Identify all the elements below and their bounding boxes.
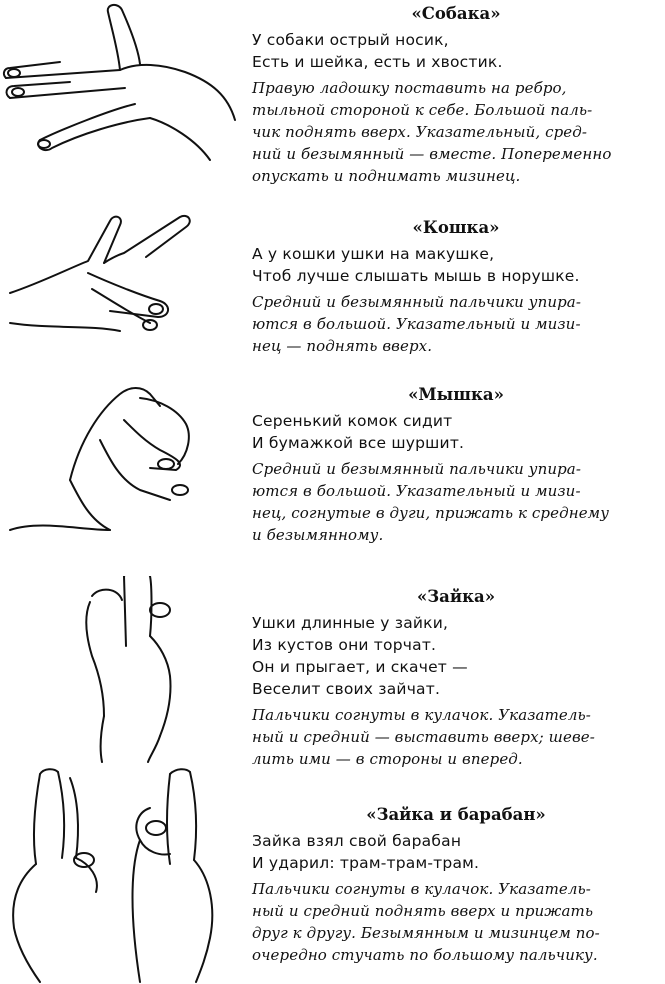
section-myshka bbox=[0, 380, 665, 570]
section-zayka bbox=[0, 576, 665, 766]
instructions: Средний и безымянный пальчики упира- ются в большой. Указательный и мизи- нец — поднять вверх. bbox=[252, 293, 582, 355]
verse: А у кошки ушки на макушке, Чтоб лучше слышать мышь в норушке. bbox=[252, 245, 580, 285]
cat-hand-illustration bbox=[0, 213, 250, 373]
instructions: Пальчики согнуты в кулачок. Указатель- ный и средний — выставить вверх; шеве- лить ими — в стороны и вперед. bbox=[252, 706, 595, 768]
section-title: «Зайка и барабан» bbox=[366, 805, 546, 824]
instructions: Правую ладошку поставить на ребро, тыльной стороной к себе. Большой паль- чик поднять вверх. Указательный, сред- ний и безымянный — вместе. Попеременно опускать и поднимать мизинец. bbox=[252, 79, 612, 185]
section-zayka-baraban bbox=[0, 768, 665, 984]
instructions: Средний и безымянный пальчики упира- ются в большой. Указательный и мизи- нец, согнутые в дуги, прижать к среднему и безымянному. bbox=[252, 460, 610, 544]
bunny-drum-hands-illustration bbox=[0, 768, 250, 984]
dog-hand-illustration bbox=[0, 0, 250, 200]
section-title: «Кошка» bbox=[412, 218, 500, 237]
section-title: «Зайка» bbox=[416, 587, 496, 606]
verse: Ушки длинные у зайки, Из кустов они торчат. Он и прыгает, и скачет — Веселит своих зайчат. bbox=[252, 614, 468, 698]
bunny-hand-illustration bbox=[0, 576, 250, 766]
verse: Зайка взял свой барабан И ударил: трам-трам-трам. bbox=[252, 832, 480, 872]
section-title: «Мышка» bbox=[408, 385, 504, 404]
section-sobaka bbox=[0, 0, 665, 200]
verse: Серенький комок сидит И бумажкой все шуршит. bbox=[252, 412, 465, 452]
section-title: «Собака» bbox=[411, 4, 501, 23]
section-koshka bbox=[0, 213, 665, 373]
verse: У собаки острый носик, Есть и шейка, есть и хвостик. bbox=[252, 31, 503, 71]
instructions: Пальчики согнуты в кулачок. Указатель- ный и средний поднять вверх и прижать друг к другу. Безымянным и мизинцем по- очередно стучать по большому пальчику. bbox=[252, 880, 600, 964]
mouse-hand-illustration bbox=[0, 380, 250, 570]
